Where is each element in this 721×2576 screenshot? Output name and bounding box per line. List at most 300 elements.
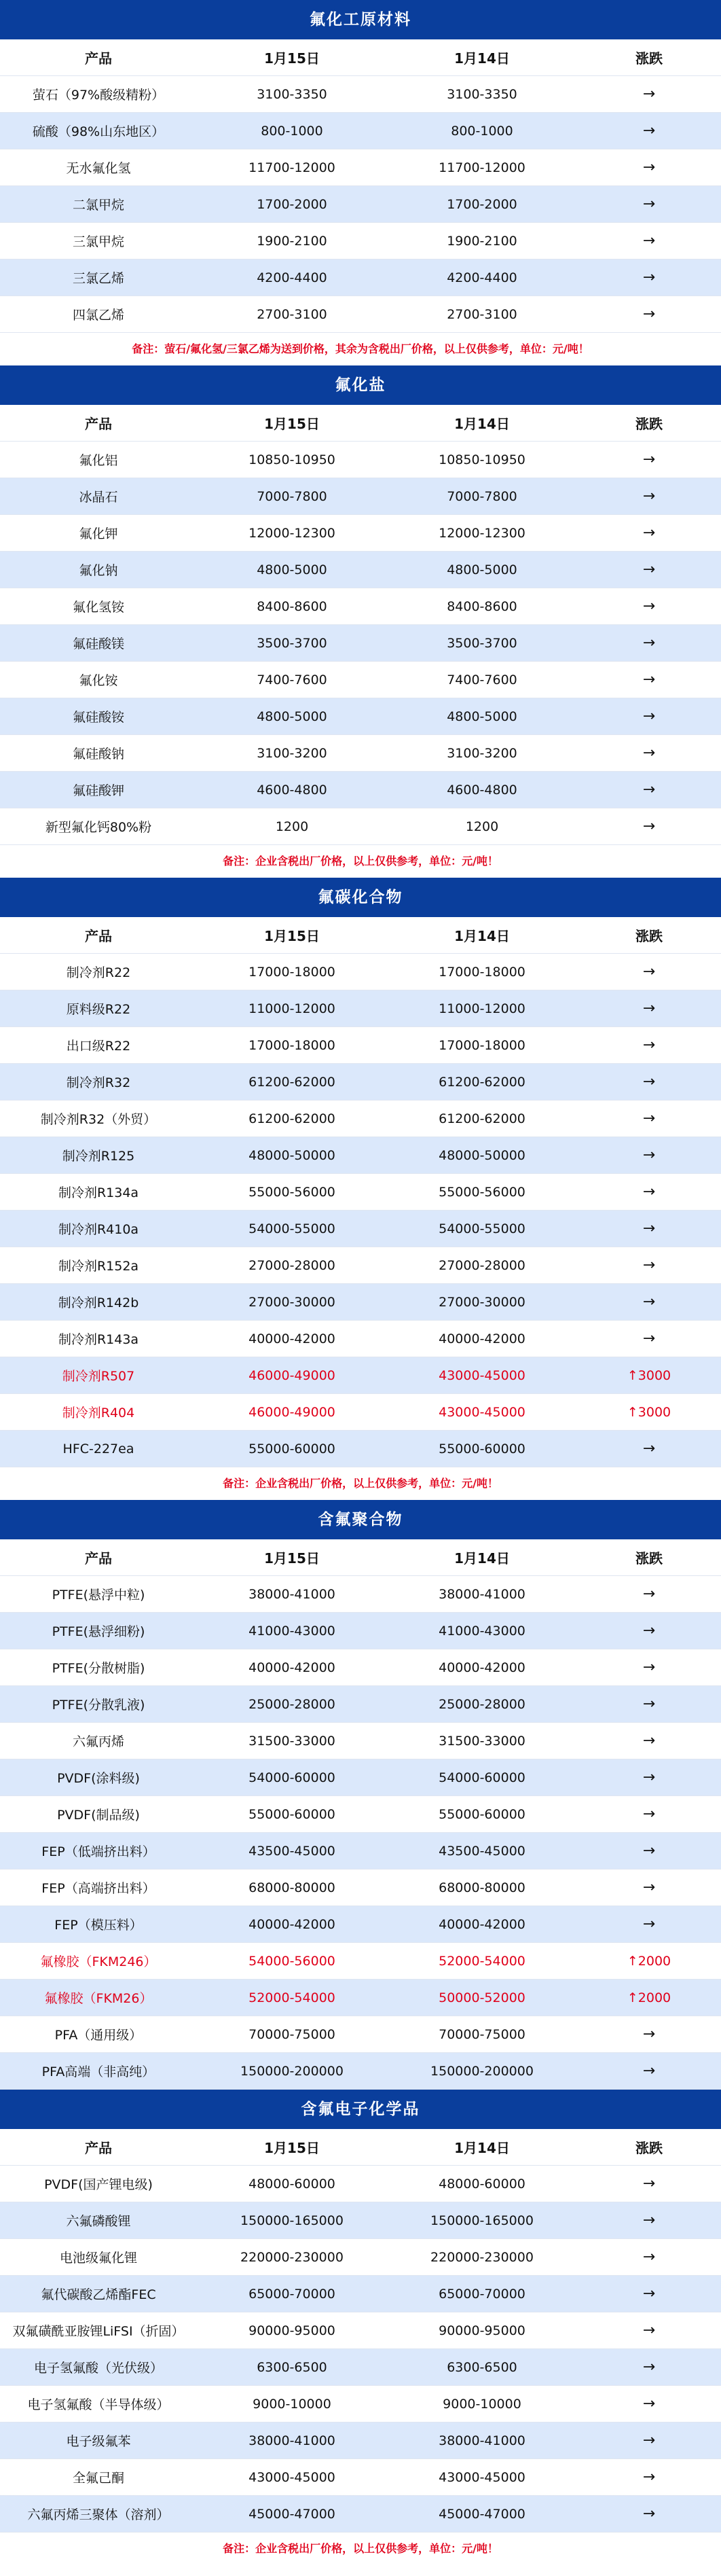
price-jan15-cell: 27000-30000 bbox=[197, 1284, 387, 1321]
table-row bbox=[0, 2349, 721, 2386]
product-name-cell: 双氟磺酰亚胺锂LiFSI（折固） bbox=[0, 2312, 197, 2349]
price-jan14-cell: 31500-33000 bbox=[387, 1723, 577, 1759]
flat-arrow-icon: → bbox=[577, 2276, 721, 2312]
table-row bbox=[0, 1833, 721, 1870]
table-row bbox=[0, 1870, 721, 1906]
table-header-row bbox=[0, 2129, 721, 2166]
section-note: 备注：萤石/氟化氢/三氯乙烯为送到价格，其余为含税出厂价格，以上仅供参考，单位：元/吨！ bbox=[132, 342, 589, 355]
flat-arrow-icon: → bbox=[577, 2016, 721, 2053]
flat-arrow-icon: → bbox=[577, 296, 721, 333]
table-row bbox=[0, 552, 721, 588]
price-jan15-cell: 4800-5000 bbox=[197, 698, 387, 735]
price-jan15-cell: 1200 bbox=[197, 808, 387, 845]
table-row bbox=[0, 515, 721, 552]
price-jan15-cell: 61200-62000 bbox=[197, 1064, 387, 1101]
change-column-header: 涨跌 bbox=[577, 2129, 721, 2166]
flat-arrow-icon: → bbox=[577, 442, 721, 478]
price-jan15-cell: 41000-43000 bbox=[197, 1613, 387, 1649]
product-name-cell: 三氯甲烷 bbox=[0, 223, 197, 260]
table-row bbox=[0, 990, 721, 1027]
table-row bbox=[0, 2053, 721, 2090]
price-change-cell: ↑2000 bbox=[577, 1943, 721, 1980]
price-jan15-cell: 8400-8600 bbox=[197, 588, 387, 625]
flat-arrow-icon: → bbox=[577, 149, 721, 186]
product-name-cell: 氟橡胶（FKM26） bbox=[0, 1980, 197, 2016]
product-name-cell: 氟化钾 bbox=[0, 515, 197, 552]
product-name-cell: PVDF(涂料级) bbox=[0, 1759, 197, 1796]
table-row bbox=[0, 260, 721, 296]
product-name-cell: PTFE(分散乳液) bbox=[0, 1686, 197, 1723]
product-name-cell: FEP（低端挤出料） bbox=[0, 1833, 197, 1870]
price-jan14-cell: 17000-18000 bbox=[387, 1027, 577, 1064]
price-jan15-cell: 40000-42000 bbox=[197, 1321, 387, 1357]
product-column-header: 产品 bbox=[0, 917, 197, 954]
table-row bbox=[0, 1759, 721, 1796]
price-jan14-cell: 4600-4800 bbox=[387, 772, 577, 808]
table-row bbox=[0, 1943, 721, 1980]
flat-arrow-icon: → bbox=[577, 954, 721, 990]
date-jan14-column-header: 1月14日 bbox=[387, 405, 577, 442]
price-jan14-cell: 11700-12000 bbox=[387, 149, 577, 186]
product-name-cell: 电子氢氟酸（光伏级） bbox=[0, 2349, 197, 2386]
price-jan15-cell: 43500-45000 bbox=[197, 1833, 387, 1870]
product-name-cell: 制冷剂R22 bbox=[0, 954, 197, 990]
table-header-row bbox=[0, 39, 721, 76]
price-jan15-cell: 3500-3700 bbox=[197, 625, 387, 662]
date-jan14-column-header: 1月14日 bbox=[387, 2129, 577, 2166]
price-jan15-cell: 55000-60000 bbox=[197, 1796, 387, 1833]
product-name-cell: 新型氟化钙80%粉 bbox=[0, 808, 197, 845]
product-name-cell: 六氟丙烯三聚体（溶剂） bbox=[0, 2496, 197, 2533]
price-change-cell: ↑3000 bbox=[577, 1394, 721, 1431]
product-name-cell: 冰晶石 bbox=[0, 478, 197, 515]
change-column-header: 涨跌 bbox=[577, 39, 721, 76]
product-name-cell: 六氟丙烯 bbox=[0, 1723, 197, 1759]
table-row bbox=[0, 1576, 721, 1613]
price-jan14-cell: 1200 bbox=[387, 808, 577, 845]
price-jan14-cell: 43000-45000 bbox=[387, 1357, 577, 1394]
price-jan15-cell: 90000-95000 bbox=[197, 2312, 387, 2349]
date-jan14-column-header: 1月14日 bbox=[387, 917, 577, 954]
price-jan15-cell: 4200-4400 bbox=[197, 260, 387, 296]
price-jan15-cell: 55000-56000 bbox=[197, 1174, 387, 1211]
price-jan15-cell: 70000-75000 bbox=[197, 2016, 387, 2053]
product-name-cell: FEP（模压料） bbox=[0, 1906, 197, 1943]
date-jan15-column-header: 1月15日 bbox=[197, 39, 387, 76]
table-row bbox=[0, 1394, 721, 1431]
table-row bbox=[0, 1357, 721, 1394]
price-jan14-cell: 48000-50000 bbox=[387, 1137, 577, 1174]
product-name-cell: 硫酸（98%山东地区） bbox=[0, 113, 197, 149]
flat-arrow-icon: → bbox=[577, 76, 721, 113]
table-row bbox=[0, 1284, 721, 1321]
product-name-cell: 制冷剂R410a bbox=[0, 1211, 197, 1247]
flat-arrow-icon: → bbox=[577, 2239, 721, 2276]
product-name-cell: 制冷剂R125 bbox=[0, 1137, 197, 1174]
price-jan14-cell: 2700-3100 bbox=[387, 296, 577, 333]
table-row bbox=[0, 2422, 721, 2459]
table-row bbox=[0, 76, 721, 113]
flat-arrow-icon: → bbox=[577, 698, 721, 735]
product-name-cell: 氟硅酸钠 bbox=[0, 735, 197, 772]
price-jan14-cell: 43500-45000 bbox=[387, 1833, 577, 1870]
price-jan15-cell: 43000-45000 bbox=[197, 2459, 387, 2496]
table-row bbox=[0, 662, 721, 698]
flat-arrow-icon: → bbox=[577, 260, 721, 296]
price-jan14-cell: 27000-28000 bbox=[387, 1247, 577, 1284]
table-row bbox=[0, 1137, 721, 1174]
price-jan15-cell: 150000-200000 bbox=[197, 2053, 387, 2090]
price-jan15-cell: 150000-165000 bbox=[197, 2202, 387, 2239]
product-name-cell: PFA高端（非高纯） bbox=[0, 2053, 197, 2090]
price-jan14-cell: 38000-41000 bbox=[387, 1576, 577, 1613]
price-jan14-cell: 4800-5000 bbox=[387, 698, 577, 735]
date-jan15-column-header: 1月15日 bbox=[197, 917, 387, 954]
price-change-cell: ↑3000 bbox=[577, 1357, 721, 1394]
product-name-cell: PFA（通用级） bbox=[0, 2016, 197, 2053]
flat-arrow-icon: → bbox=[577, 2053, 721, 2090]
price-jan15-cell: 220000-230000 bbox=[197, 2239, 387, 2276]
product-name-cell: PVDF(制品级) bbox=[0, 1796, 197, 1833]
price-jan15-cell: 40000-42000 bbox=[197, 1649, 387, 1686]
product-name-cell: 制冷剂R32（外贸） bbox=[0, 1101, 197, 1137]
flat-arrow-icon: → bbox=[577, 808, 721, 845]
section-note: 备注：企业含税出厂价格，以上仅供参考，单位：元/吨！ bbox=[223, 855, 498, 867]
flat-arrow-icon: → bbox=[577, 735, 721, 772]
flat-arrow-icon: → bbox=[577, 1796, 721, 1833]
product-name-cell: PTFE(悬浮细粉) bbox=[0, 1613, 197, 1649]
table-row bbox=[0, 442, 721, 478]
price-jan15-cell: 12000-12300 bbox=[197, 515, 387, 552]
price-table bbox=[0, 1539, 721, 2090]
flat-arrow-icon: → bbox=[577, 990, 721, 1027]
flat-arrow-icon: → bbox=[577, 1576, 721, 1613]
price-jan14-cell: 4200-4400 bbox=[387, 260, 577, 296]
table-row bbox=[0, 1906, 721, 1943]
flat-arrow-icon: → bbox=[577, 1613, 721, 1649]
table-row bbox=[0, 1431, 721, 1467]
flat-arrow-icon: → bbox=[577, 2459, 721, 2496]
flat-arrow-icon: → bbox=[577, 1870, 721, 1906]
table-row bbox=[0, 808, 721, 845]
table-row bbox=[0, 2276, 721, 2312]
flat-arrow-icon: → bbox=[577, 515, 721, 552]
price-jan15-cell: 1700-2000 bbox=[197, 186, 387, 223]
section-title: 氟化盐 bbox=[0, 365, 721, 405]
product-column-header: 产品 bbox=[0, 2129, 197, 2166]
table-header-row bbox=[0, 1539, 721, 1576]
price-jan15-cell: 17000-18000 bbox=[197, 954, 387, 990]
product-name-cell: 制冷剂R134a bbox=[0, 1174, 197, 1211]
price-jan15-cell: 38000-41000 bbox=[197, 1576, 387, 1613]
price-jan15-cell: 4800-5000 bbox=[197, 552, 387, 588]
table-row bbox=[0, 223, 721, 260]
table-row bbox=[0, 1321, 721, 1357]
price-jan14-cell: 38000-41000 bbox=[387, 2422, 577, 2459]
price-section bbox=[0, 365, 721, 878]
price-jan15-cell: 3100-3200 bbox=[197, 735, 387, 772]
product-name-cell: 原料级R22 bbox=[0, 990, 197, 1027]
price-jan15-cell: 31500-33000 bbox=[197, 1723, 387, 1759]
flat-arrow-icon: → bbox=[577, 223, 721, 260]
flat-arrow-icon: → bbox=[577, 478, 721, 515]
flat-arrow-icon: → bbox=[577, 1431, 721, 1467]
price-jan15-cell: 38000-41000 bbox=[197, 2422, 387, 2459]
flat-arrow-icon: → bbox=[577, 1211, 721, 1247]
section-note: 备注：企业含税出厂价格，以上仅供参考，单位：元/吨！ bbox=[223, 2542, 498, 2555]
table-row bbox=[0, 296, 721, 333]
price-jan14-cell: 54000-55000 bbox=[387, 1211, 577, 1247]
price-jan14-cell: 11000-12000 bbox=[387, 990, 577, 1027]
table-row bbox=[0, 2016, 721, 2053]
flat-arrow-icon: → bbox=[577, 1174, 721, 1211]
flat-arrow-icon: → bbox=[577, 2312, 721, 2349]
product-column-header: 产品 bbox=[0, 405, 197, 442]
flat-arrow-icon: → bbox=[577, 1137, 721, 1174]
price-jan14-cell: 41000-43000 bbox=[387, 1613, 577, 1649]
price-jan15-cell: 2700-3100 bbox=[197, 296, 387, 333]
table-row bbox=[0, 2312, 721, 2349]
price-jan15-cell: 6300-6500 bbox=[197, 2349, 387, 2386]
product-name-cell: 制冷剂R32 bbox=[0, 1064, 197, 1101]
price-jan14-cell: 55000-60000 bbox=[387, 1431, 577, 1467]
change-column-header: 涨跌 bbox=[577, 405, 721, 442]
price-jan14-cell: 150000-200000 bbox=[387, 2053, 577, 2090]
price-jan14-cell: 48000-60000 bbox=[387, 2166, 577, 2202]
flat-arrow-icon: → bbox=[577, 2422, 721, 2459]
price-jan15-cell: 3100-3350 bbox=[197, 76, 387, 113]
price-jan15-cell: 48000-60000 bbox=[197, 2166, 387, 2202]
product-column-header: 产品 bbox=[0, 39, 197, 76]
price-jan14-cell: 55000-60000 bbox=[387, 1796, 577, 1833]
price-jan15-cell: 17000-18000 bbox=[197, 1027, 387, 1064]
table-row bbox=[0, 954, 721, 990]
date-jan15-column-header: 1月15日 bbox=[197, 2129, 387, 2166]
product-name-cell: FEP（高端挤出料） bbox=[0, 1870, 197, 1906]
price-table bbox=[0, 405, 721, 845]
price-jan14-cell: 61200-62000 bbox=[387, 1101, 577, 1137]
price-section bbox=[0, 1500, 721, 2090]
price-jan15-cell: 54000-56000 bbox=[197, 1943, 387, 1980]
price-jan15-cell: 65000-70000 bbox=[197, 2276, 387, 2312]
flat-arrow-icon: → bbox=[577, 662, 721, 698]
date-jan15-column-header: 1月15日 bbox=[197, 405, 387, 442]
change-column-header: 涨跌 bbox=[577, 1539, 721, 1576]
table-row bbox=[0, 2239, 721, 2276]
table-row bbox=[0, 1796, 721, 1833]
price-jan14-cell: 68000-80000 bbox=[387, 1870, 577, 1906]
price-jan15-cell: 25000-28000 bbox=[197, 1686, 387, 1723]
section-title: 含氟聚合物 bbox=[0, 1500, 721, 1539]
flat-arrow-icon: → bbox=[577, 1247, 721, 1284]
table-row bbox=[0, 1686, 721, 1723]
table-row bbox=[0, 1211, 721, 1247]
flat-arrow-icon: → bbox=[577, 588, 721, 625]
price-jan14-cell: 25000-28000 bbox=[387, 1686, 577, 1723]
price-jan15-cell: 1900-2100 bbox=[197, 223, 387, 260]
price-jan15-cell: 9000-10000 bbox=[197, 2386, 387, 2422]
flat-arrow-icon: → bbox=[577, 1321, 721, 1357]
price-jan14-cell: 54000-60000 bbox=[387, 1759, 577, 1796]
product-name-cell: 电池级氟化锂 bbox=[0, 2239, 197, 2276]
price-jan15-cell: 40000-42000 bbox=[197, 1906, 387, 1943]
product-name-cell: 出口级R22 bbox=[0, 1027, 197, 1064]
table-header-row bbox=[0, 917, 721, 954]
price-jan15-cell: 7400-7600 bbox=[197, 662, 387, 698]
price-jan14-cell: 7000-7800 bbox=[387, 478, 577, 515]
flat-arrow-icon: → bbox=[577, 1723, 721, 1759]
price-jan15-cell: 7000-7800 bbox=[197, 478, 387, 515]
change-column-header: 涨跌 bbox=[577, 917, 721, 954]
section-title: 含氟电子化学品 bbox=[0, 2090, 721, 2129]
table-row bbox=[0, 1174, 721, 1211]
product-name-cell: 萤石（97%酸级精粉） bbox=[0, 76, 197, 113]
product-name-cell: 制冷剂R507 bbox=[0, 1357, 197, 1394]
table-row bbox=[0, 1027, 721, 1064]
price-jan14-cell: 43000-45000 bbox=[387, 2459, 577, 2496]
product-name-cell: 氟硅酸镁 bbox=[0, 625, 197, 662]
flat-arrow-icon: → bbox=[577, 1906, 721, 1943]
price-jan15-cell: 55000-60000 bbox=[197, 1431, 387, 1467]
product-name-cell: 制冷剂R404 bbox=[0, 1394, 197, 1431]
price-jan14-cell: 45000-47000 bbox=[387, 2496, 577, 2533]
price-jan15-cell: 46000-49000 bbox=[197, 1394, 387, 1431]
flat-arrow-icon: → bbox=[577, 625, 721, 662]
flat-arrow-icon: → bbox=[577, 1649, 721, 1686]
price-jan14-cell: 43000-45000 bbox=[387, 1394, 577, 1431]
product-name-cell: 制冷剂R142b bbox=[0, 1284, 197, 1321]
price-jan14-cell: 220000-230000 bbox=[387, 2239, 577, 2276]
price-jan15-cell: 48000-50000 bbox=[197, 1137, 387, 1174]
product-name-cell: 氟硅酸铵 bbox=[0, 698, 197, 735]
product-name-cell: 三氯乙烯 bbox=[0, 260, 197, 296]
product-name-cell: 无水氟化氢 bbox=[0, 149, 197, 186]
product-name-cell: 氟硅酸钾 bbox=[0, 772, 197, 808]
product-name-cell: 六氟磷酸锂 bbox=[0, 2202, 197, 2239]
price-jan14-cell: 1900-2100 bbox=[387, 223, 577, 260]
price-jan15-cell: 52000-54000 bbox=[197, 1980, 387, 2016]
table-row bbox=[0, 1101, 721, 1137]
price-jan14-cell: 40000-42000 bbox=[387, 1649, 577, 1686]
price-jan14-cell: 9000-10000 bbox=[387, 2386, 577, 2422]
price-jan14-cell: 3100-3350 bbox=[387, 76, 577, 113]
product-name-cell: 氟化钠 bbox=[0, 552, 197, 588]
flat-arrow-icon: → bbox=[577, 1101, 721, 1137]
date-jan15-column-header: 1月15日 bbox=[197, 1539, 387, 1576]
date-jan14-column-header: 1月14日 bbox=[387, 1539, 577, 1576]
price-section bbox=[0, 2090, 721, 2565]
product-name-cell: 电子级氟苯 bbox=[0, 2422, 197, 2459]
price-jan14-cell: 61200-62000 bbox=[387, 1064, 577, 1101]
table-row bbox=[0, 2496, 721, 2533]
table-row bbox=[0, 2202, 721, 2239]
table-row bbox=[0, 1649, 721, 1686]
price-jan15-cell: 61200-62000 bbox=[197, 1101, 387, 1137]
price-jan14-cell: 55000-56000 bbox=[387, 1174, 577, 1211]
flat-arrow-icon: → bbox=[577, 552, 721, 588]
price-jan14-cell: 12000-12300 bbox=[387, 515, 577, 552]
price-jan14-cell: 40000-42000 bbox=[387, 1321, 577, 1357]
price-jan15-cell: 46000-49000 bbox=[197, 1357, 387, 1394]
price-jan15-cell: 11000-12000 bbox=[197, 990, 387, 1027]
flat-arrow-icon: → bbox=[577, 186, 721, 223]
price-jan14-cell: 17000-18000 bbox=[387, 954, 577, 990]
price-table bbox=[0, 39, 721, 333]
product-name-cell: 二氯甲烷 bbox=[0, 186, 197, 223]
product-name-cell: 氟化铝 bbox=[0, 442, 197, 478]
flat-arrow-icon: → bbox=[577, 1284, 721, 1321]
price-jan14-cell: 90000-95000 bbox=[387, 2312, 577, 2349]
table-row bbox=[0, 149, 721, 186]
price-jan14-cell: 10850-10950 bbox=[387, 442, 577, 478]
price-jan15-cell: 10850-10950 bbox=[197, 442, 387, 478]
table-row bbox=[0, 1247, 721, 1284]
table-row bbox=[0, 625, 721, 662]
price-section bbox=[0, 878, 721, 1500]
price-jan14-cell: 50000-52000 bbox=[387, 1980, 577, 2016]
price-change-cell: ↑2000 bbox=[577, 1980, 721, 2016]
product-name-cell: 氟橡胶（FKM246） bbox=[0, 1943, 197, 1980]
price-jan14-cell: 7400-7600 bbox=[387, 662, 577, 698]
price-jan15-cell: 68000-80000 bbox=[197, 1870, 387, 1906]
price-jan14-cell: 6300-6500 bbox=[387, 2349, 577, 2386]
product-name-cell: PTFE(分散树脂) bbox=[0, 1649, 197, 1686]
flat-arrow-icon: → bbox=[577, 2386, 721, 2422]
flat-arrow-icon: → bbox=[577, 2202, 721, 2239]
product-name-cell: PTFE(悬浮中粒) bbox=[0, 1576, 197, 1613]
price-jan15-cell: 4600-4800 bbox=[197, 772, 387, 808]
table-row bbox=[0, 113, 721, 149]
table-row bbox=[0, 2386, 721, 2422]
section-note: 备注：企业含税出厂价格，以上仅供参考，单位：元/吨！ bbox=[223, 1477, 498, 1490]
table-row bbox=[0, 1064, 721, 1101]
price-jan14-cell: 800-1000 bbox=[387, 113, 577, 149]
price-jan15-cell: 45000-47000 bbox=[197, 2496, 387, 2533]
product-name-cell: PVDF(国产锂电级) bbox=[0, 2166, 197, 2202]
price-jan14-cell: 70000-75000 bbox=[387, 2016, 577, 2053]
price-table bbox=[0, 2129, 721, 2533]
flat-arrow-icon: → bbox=[577, 772, 721, 808]
table-row bbox=[0, 1980, 721, 2016]
price-jan14-cell: 52000-54000 bbox=[387, 1943, 577, 1980]
price-jan15-cell: 27000-28000 bbox=[197, 1247, 387, 1284]
price-jan14-cell: 8400-8600 bbox=[387, 588, 577, 625]
table-row bbox=[0, 698, 721, 735]
flat-arrow-icon: → bbox=[577, 1027, 721, 1064]
price-jan14-cell: 3500-3700 bbox=[387, 625, 577, 662]
flat-arrow-icon: → bbox=[577, 2349, 721, 2386]
flat-arrow-icon: → bbox=[577, 2166, 721, 2202]
price-jan15-cell: 54000-55000 bbox=[197, 1211, 387, 1247]
date-jan14-column-header: 1月14日 bbox=[387, 39, 577, 76]
flat-arrow-icon: → bbox=[577, 1064, 721, 1101]
product-name-cell: 电子氢氟酸（半导体级） bbox=[0, 2386, 197, 2422]
table-row bbox=[0, 1723, 721, 1759]
flat-arrow-icon: → bbox=[577, 1759, 721, 1796]
product-name-cell: 氟化铵 bbox=[0, 662, 197, 698]
price-jan14-cell: 40000-42000 bbox=[387, 1906, 577, 1943]
flat-arrow-icon: → bbox=[577, 113, 721, 149]
price-jan14-cell: 150000-165000 bbox=[387, 2202, 577, 2239]
product-column-header: 产品 bbox=[0, 1539, 197, 1576]
price-jan14-cell: 65000-70000 bbox=[387, 2276, 577, 2312]
flat-arrow-icon: → bbox=[577, 2496, 721, 2533]
product-name-cell: 制冷剂R152a bbox=[0, 1247, 197, 1284]
table-row bbox=[0, 735, 721, 772]
product-name-cell: 全氟己酮 bbox=[0, 2459, 197, 2496]
table-row bbox=[0, 2459, 721, 2496]
table-row bbox=[0, 478, 721, 515]
